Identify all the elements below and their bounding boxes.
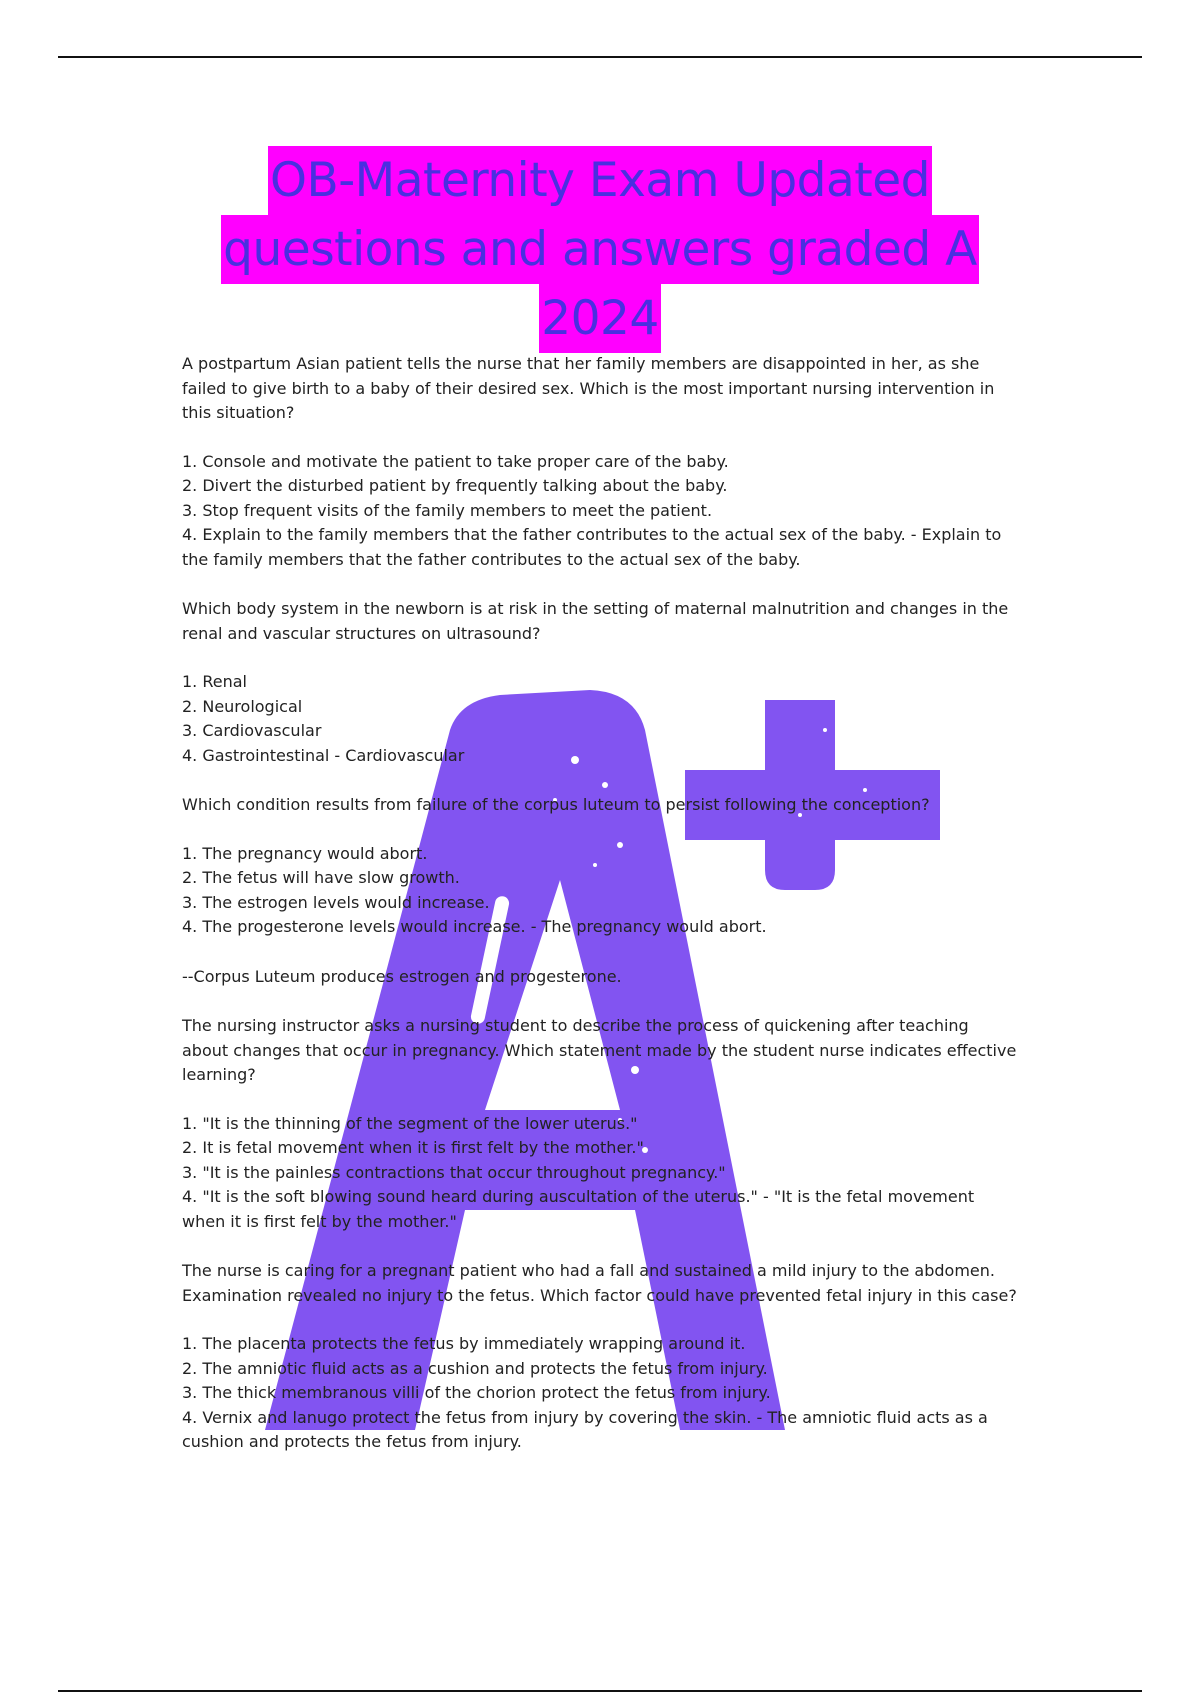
answer-option: 1. "It is the thinning of the segment of the lower uterus."	[182, 1113, 638, 1133]
answer-option: 3. The thick membranous villi of the chorion protect the fetus from injury.	[182, 1383, 771, 1402]
answer-option: 3. Cardiovascular	[182, 721, 322, 740]
bottom-rule	[58, 1690, 1142, 1692]
answer-option: 3. "It is the painless contractions that occur throughout pregnancy."	[182, 1162, 726, 1182]
answer-option: 4. "It is the soft blowing sound heard during auscultation of the uterus." - "It is the fetal movement when it is first felt by the mother."	[182, 1187, 975, 1231]
rationale-note: --Corpus Luteum produces estrogen and progesterone.	[182, 966, 622, 986]
answer-option: 2. Neurological	[182, 696, 303, 716]
title-line-3: 2024	[539, 284, 661, 353]
document-title	[0, 146, 1200, 353]
question-block-4	[182, 1014, 1017, 1234]
answer-option: 2. Divert the disturbed patient by frequently talking about the baby.	[182, 476, 728, 495]
question-block-3	[182, 793, 1017, 940]
answer-option: 3. The estrogen levels would increase.	[182, 892, 490, 912]
answer-option: 2. The amniotic fluid acts as a cushion and protects the fetus from injury.	[182, 1358, 768, 1378]
answer-option: 1. The placenta protects the fetus by immediately wrapping around it.	[182, 1334, 746, 1353]
question-text: The nursing instructor asks a nursing student to describe the process of quickening after teaching about changes that occur in pregnancy. Which statement made by the student nurse indicates effective learning?	[182, 1016, 1017, 1084]
answer-option: 4. Gastrointestinal - Cardiovascular	[182, 745, 465, 765]
answer-option: 1. The pregnancy would abort.	[182, 843, 428, 863]
answer-option: 4. Explain to the family members that the father contributes to the actual sex of the baby. - Explain to the family members that the father contributes to the actual sex of the baby.	[182, 525, 1002, 569]
question-block-5	[182, 1259, 1017, 1455]
question-block-1	[182, 352, 1017, 572]
title-line-1: OB-Maternity Exam Updated	[268, 146, 932, 215]
question-list	[182, 352, 1017, 1480]
answer-option: 1. Console and motivate the patient to take proper care of the baby.	[182, 451, 729, 471]
answer-option: 4. Vernix and lanugo protect the fetus from injury by covering the skin. - The amniotic fluid acts as a cushion and protects the fetus from injury.	[182, 1407, 988, 1451]
question-text: Which condition results from failure of the corpus luteum to persist following the conception?	[182, 795, 930, 814]
title-line-2: questions and answers graded A	[221, 215, 979, 284]
answer-option: 2. The fetus will have slow growth.	[182, 868, 460, 887]
answer-option: 2. It is fetal movement when it is first felt by the mother."	[182, 1138, 644, 1157]
question-text: A postpartum Asian patient tells the nurse that her family members are disappointed in her, as she failed to give birth to a baby of their desired sex. Which is the most important nursing intervention in this situation?	[182, 354, 995, 422]
answer-option: 1. Renal	[182, 672, 247, 691]
answer-option: 3. Stop frequent visits of the family members to meet the patient.	[182, 500, 713, 520]
question-text: Which body system in the newborn is at risk in the setting of maternal malnutrition and changes in the renal and vascular structures on ultrasound?	[182, 599, 1009, 643]
answer-option: 4. The progesterone levels would increase. - The pregnancy would abort.	[182, 917, 767, 936]
question-block-2	[182, 597, 1017, 768]
top-rule	[58, 56, 1142, 58]
question-text: The nurse is caring for a pregnant patient who had a fall and sustained a mild injury to the abdomen. Examination revealed no injury to the fetus. Which factor could have prevented fetal injury in this case?	[182, 1261, 1017, 1305]
